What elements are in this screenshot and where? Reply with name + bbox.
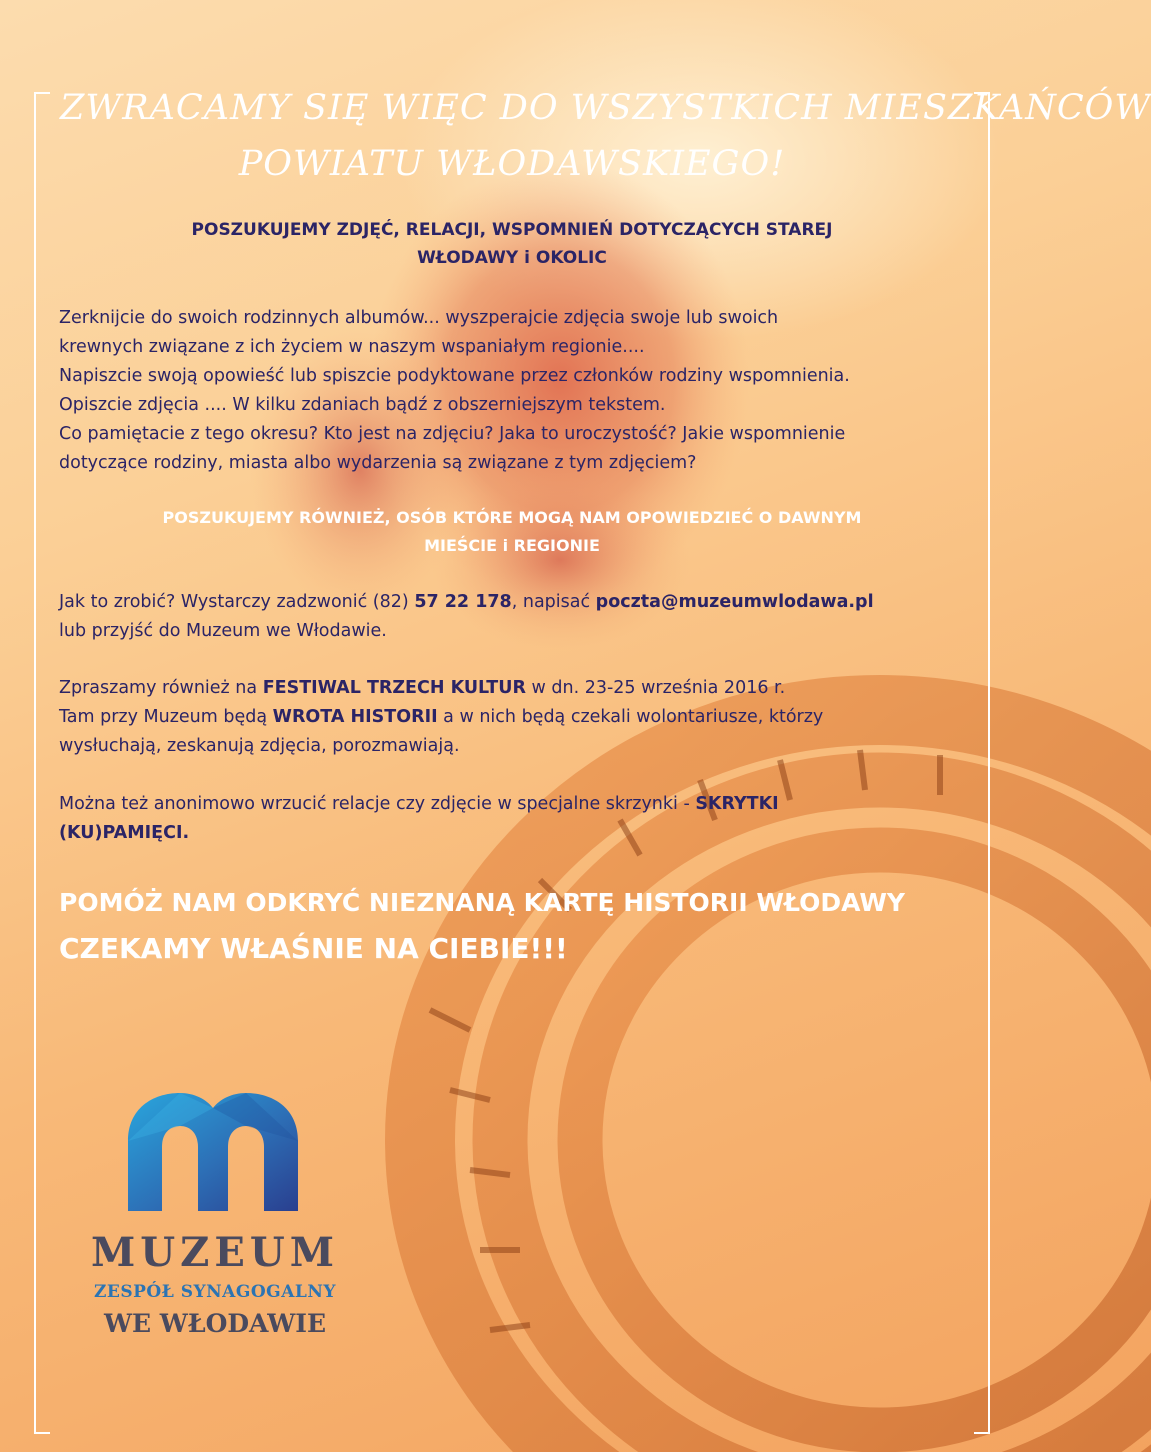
logo-text-wlodawa: WE WŁODAWIE xyxy=(103,1309,327,1338)
call-to-action xyxy=(59,880,905,972)
paragraph-festival xyxy=(59,674,979,761)
contact-line-2: lub przyjść do Muzeum we Włodawie. xyxy=(59,621,387,641)
museum-logo-icon xyxy=(128,1093,298,1211)
anonymous-line-1 xyxy=(59,790,979,819)
frame-left-bracket xyxy=(34,92,50,1434)
festival-line-2 xyxy=(59,703,979,732)
main-heading xyxy=(60,80,1151,192)
heading-line-2: POWIATU WŁODAWSKIEGO! xyxy=(238,144,786,184)
festival-pre: Zpraszamy również na xyxy=(59,678,263,698)
festival-line2-post: a w nich będą czekali wolontariusze, którzy xyxy=(437,707,824,727)
paragraph-contact xyxy=(59,588,979,646)
paragraph1-line: Zerknijcie do swoich rodzinnych albumów... wyszperajcie zdjęcia swoje lub swoich xyxy=(59,308,779,328)
subheading-search-photos xyxy=(60,216,964,272)
festival-name: FESTIWAL TRZECH KULTUR xyxy=(262,678,526,698)
paragraph1-line: Co pamiętacie z tego okresu? Kto jest na zdjęciu? Jaka to uroczystość? Jakie wspomnienie xyxy=(59,424,846,444)
festival-line-3: wysłuchają, zeskanują zdjęcia, porozmawiają. xyxy=(59,736,460,756)
festival-line-1 xyxy=(59,674,979,703)
paragraph1-line: krewnych związane z ich życiem w naszym wspaniałym regionie.... xyxy=(59,337,645,357)
anonymous-line-2 xyxy=(59,819,979,848)
subheading2-line-2: MIEŚCIE i REGIONIE xyxy=(424,536,600,555)
phone-number[interactable]: 57 22 178 xyxy=(414,592,512,612)
paragraph1-line: Opiszcie zdjęcia .... W kilku zdaniach bądź z obszerniejszym tekstem. xyxy=(59,395,666,415)
cta-line-2: CZEKAMY WŁAŚNIE NA CIEBIE!!! xyxy=(59,932,568,965)
contact-line-1 xyxy=(59,588,979,617)
heading-line-1: ZWRACAMY SIĘ WIĘC DO WSZYSTKICH MIESZKAŃCÓW xyxy=(60,88,1151,128)
festival-dates: w dn. 23-25 września 2016 r. xyxy=(525,678,786,698)
contact-mid: , napisać xyxy=(511,592,596,612)
paragraph-anonymous xyxy=(59,790,979,848)
anonymous-bold-2: (KU)PAMIĘCI. xyxy=(59,823,190,843)
subheading1-line-2: WŁODAWY i OKOLIC xyxy=(417,248,607,268)
anonymous-bold-1: SKRYTKI xyxy=(695,794,779,814)
email-address[interactable]: poczta@muzeumwlodawa.pl xyxy=(595,592,874,612)
paragraph1-line: dotyczące rodziny, miasta albo wydarzenia są związane z tym zdjęciem? xyxy=(59,453,697,473)
cta-line-1: POMÓŻ NAM ODKRYĆ NIEZNANĄ KARTĘ HISTORII WŁODAWY xyxy=(59,888,906,917)
paragraph1-line: Napiszcie swoją opowieść lub spiszcie podyktowane przez członków rodziny wspomnienia. xyxy=(59,366,850,386)
anonymous-pre: Można też anonimowo wrzucić relacje czy zdjęcie w specjalne skrzynki - xyxy=(59,794,696,814)
frame-right-bracket xyxy=(974,92,990,1434)
logo-text-muzeum: MUZEUM xyxy=(90,1229,339,1276)
paragraph-albums xyxy=(59,304,979,478)
subheading2-line-1: POSZUKUJEMY RÓWNIEŻ, OSÓB KTÓRE MOGĄ NAM OPOWIEDZIEĆ O DAWNYM xyxy=(162,508,862,527)
logo-text-synagogue: ZESPÓŁ SYNAGOGALNY xyxy=(93,1282,337,1302)
subheading-search-people xyxy=(60,504,964,560)
contact-intro: Jak to zrobić? Wystarczy zadzwonić (82) xyxy=(59,592,415,612)
festival-line2-pre: Tam przy Muzeum będą xyxy=(59,707,273,727)
subheading1-line-1: POSZUKUJEMY ZDJĘĆ, RELACJI, WSPOMNIEŃ DOTYCZĄCYCH STAREJ xyxy=(191,220,833,240)
history-gate: WROTA HISTORII xyxy=(272,707,438,727)
